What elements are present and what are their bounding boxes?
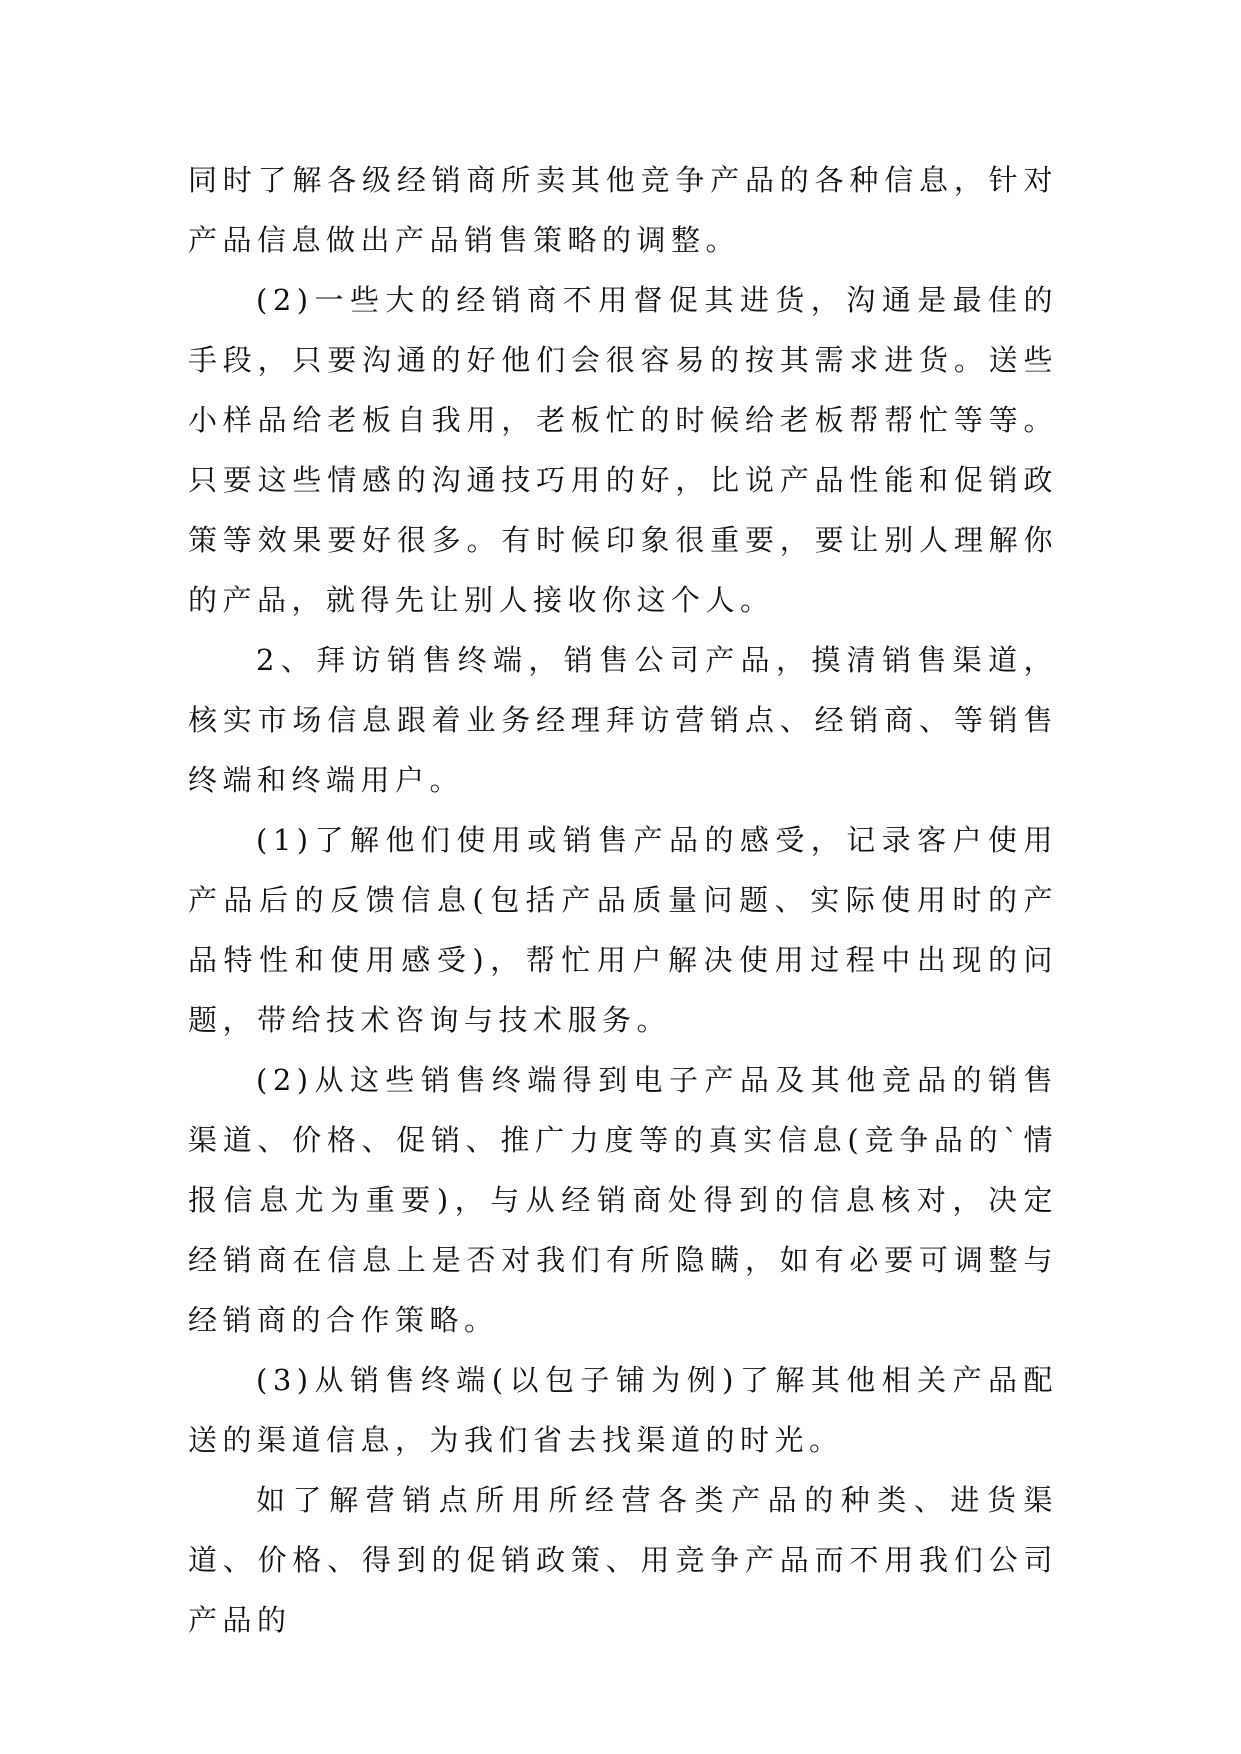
paragraph-6: (3)从销售终端(以包子铺为例)了解其他相关产品配送的渠道信息，为我们省去找渠道的时光。 xyxy=(188,1363,1058,1457)
paragraph-5: (2)从这些销售终端得到电子产品及其他竞品的销售渠道、价格、促销、推广力度等的真实信息(竞争品的`情报信息尤为重要)，与从经销商处得到的信息核对，决定经销商在信息上是否对我们有所隐瞒，如有必要可调整与经销商的合作策略。 xyxy=(188,1063,1058,1337)
paragraph-2: (2)一些大的经销商不用督促其进货，沟通是最佳的手段，只要沟通的好他们会很容易的按其需求进货。送些小样品给老板自我用，老板忙的时候给老板帮帮忙等等。只要这些情感的沟通技巧用的好，比说产品性能和促销政策等效果要好很多。有时候印象很重要，要让别人理解你的产品，就得先让别人接收你这个人。 xyxy=(188,283,1058,617)
paragraph-4: (1)了解他们使用或销售产品的感受，记录客户使用产品后的反馈信息(包括产品质量问题、实际使用时的产品特性和使用感受)，帮忙用户解决使用过程中出现的问题，带给技术咨询与技术服务。 xyxy=(188,823,1058,1037)
paragraph-3: 2、拜访销售终端，销售公司产品，摸清销售渠道，核实市场信息跟着业务经理拜访营销点、经销商、等销售终端和终端用户。 xyxy=(188,643,1058,797)
paragraph-1: 同时了解各级经销商所卖其他竞争产品的各种信息，针对产品信息做出产品销售策略的调整。 xyxy=(188,163,1058,257)
document-body xyxy=(188,150,1058,1650)
paragraph-7: 如了解营销点所用所经营各类产品的种类、进货渠道、价格、得到的促销政策、用竞争产品而不用我们公司产品的 xyxy=(188,1483,1058,1637)
